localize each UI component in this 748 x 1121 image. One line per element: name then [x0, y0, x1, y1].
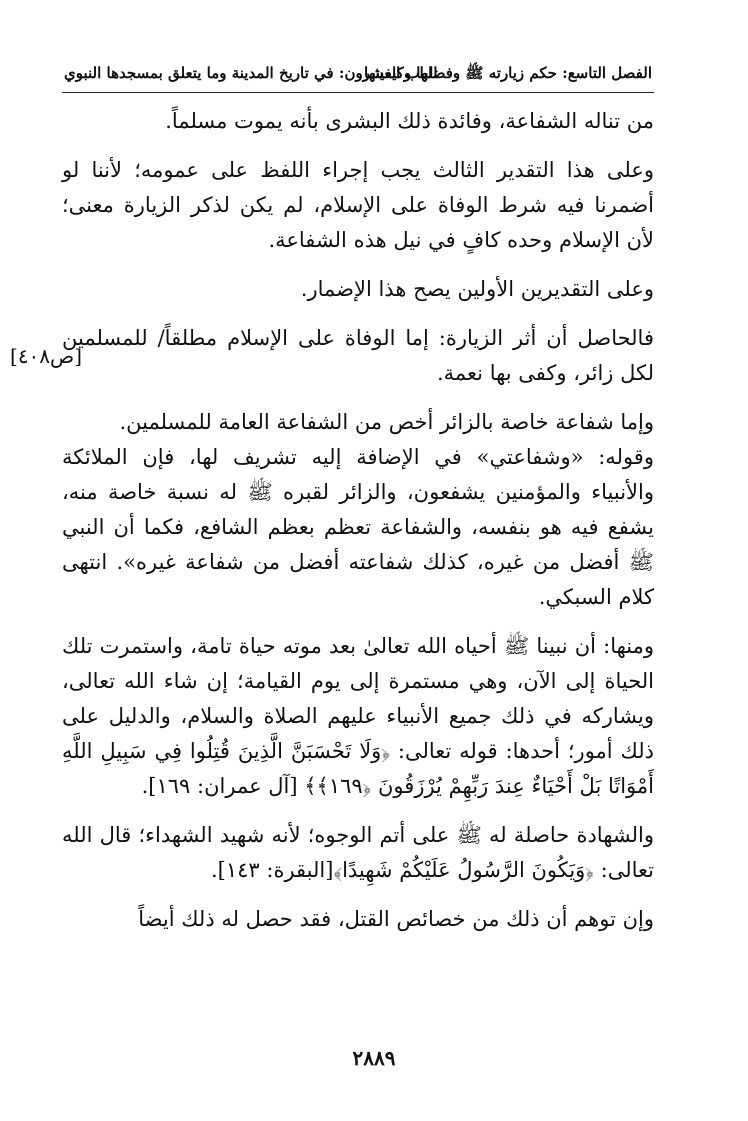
margin-page-reference: [ص٤٠٨] [10, 344, 83, 368]
paragraph: وإما شفاعة خاصة بالزائر أخص من الشفاعة العامة للمسلمين. [119, 410, 654, 434]
chapter-title: الفصل التاسع: حكم زيارته ﷺ وفضلها وكيفيتها [364, 64, 652, 82]
paragraph: وإن توهم أن ذلك من خصائص القتل، فقد حصل له ذلك أيضاً [138, 907, 654, 931]
running-header [62, 58, 654, 92]
paragraph: والشهادة حاصلة له ﷺ على أتم الوجوه؛ لأنه شهيد الشهداء؛ قال الله تعالى: ﴿وَيَكُونَ الرَّسُولُ عَلَيْكُمْ شَهِيدًا﴾[البقرة: ١٤٣]. [62, 823, 654, 882]
paragraph: وعلى هذا التقدير الثالث يجب إجراء اللفظ على عمومه؛ لأننا لو أضمرنا فيه شرط الوفاة على الإسلام، لم يكن لذكر الزيارة معنى؛ لأن الإسلام وحده كافٍ في نيل هذه الشفاعة. [62, 158, 654, 252]
header-divider [62, 92, 654, 93]
paragraph: من تناله الشفاعة، وفائدة ذلك البشرى بأنه يموت مسلماً. [165, 109, 654, 133]
paragraph: ومنها: أن نبينا ﷺ أحياه الله تعالىٰ بعد موته حياة تامة، واستمرت تلك الحياة إلى الآن، وهي مستمرة إلى يوم القيامة؛ إن شاء الله تعالى، ويشاركه في ذلك جميع الأنبياء عليهم الصلاة والسلام، والدليل على ذلك أمور؛ أحدها: قوله تعالى: ﴿وَلَا تَحْسَبَنَّ الَّذِينَ قُتِلُوا فِي سَبِيلِ اللَّهِ أَمْوَاتًا بَلْ أَحْيَاءٌ عِندَ رَبِّهِمْ يُرْزَقُونَ ﴿١٦٩﴾﴾ [آل عمران: ١٦٩]. [62, 634, 654, 798]
paragraph: فالحاصل أن أثر الزيارة: إما الوفاة على الإسلام مطلقاً/ للمسلمين لكل زائر، وكفى بها نعمة. [62, 326, 654, 385]
paragraph: وقوله: «وشفاعتي» في الإضافة إليه تشريف لها، فإن الملائكة والأنبياء والمؤمنين يشفعون، والزائر لقبره ﷺ له نسبة خاصة منه، يشفع فيه هو بنفسه، والشفاعة تعظم بعظم الشافع، فكما أن النبي ﷺ أفضل من غيره، كذلك شفاعته أفضل من شفاعة غيره». انتهى كلام السبكي. [62, 445, 654, 609]
paragraph: وعلى التقديرين الأولين يصح هذا الإضمار. [300, 277, 654, 301]
body-text [62, 104, 654, 951]
section-title: الباب العشرون: في تاريخ المدينة وما يتعلق بمسجدها النبوي [64, 64, 438, 82]
page-number: ٢٨٨٩ [352, 1046, 396, 1070]
